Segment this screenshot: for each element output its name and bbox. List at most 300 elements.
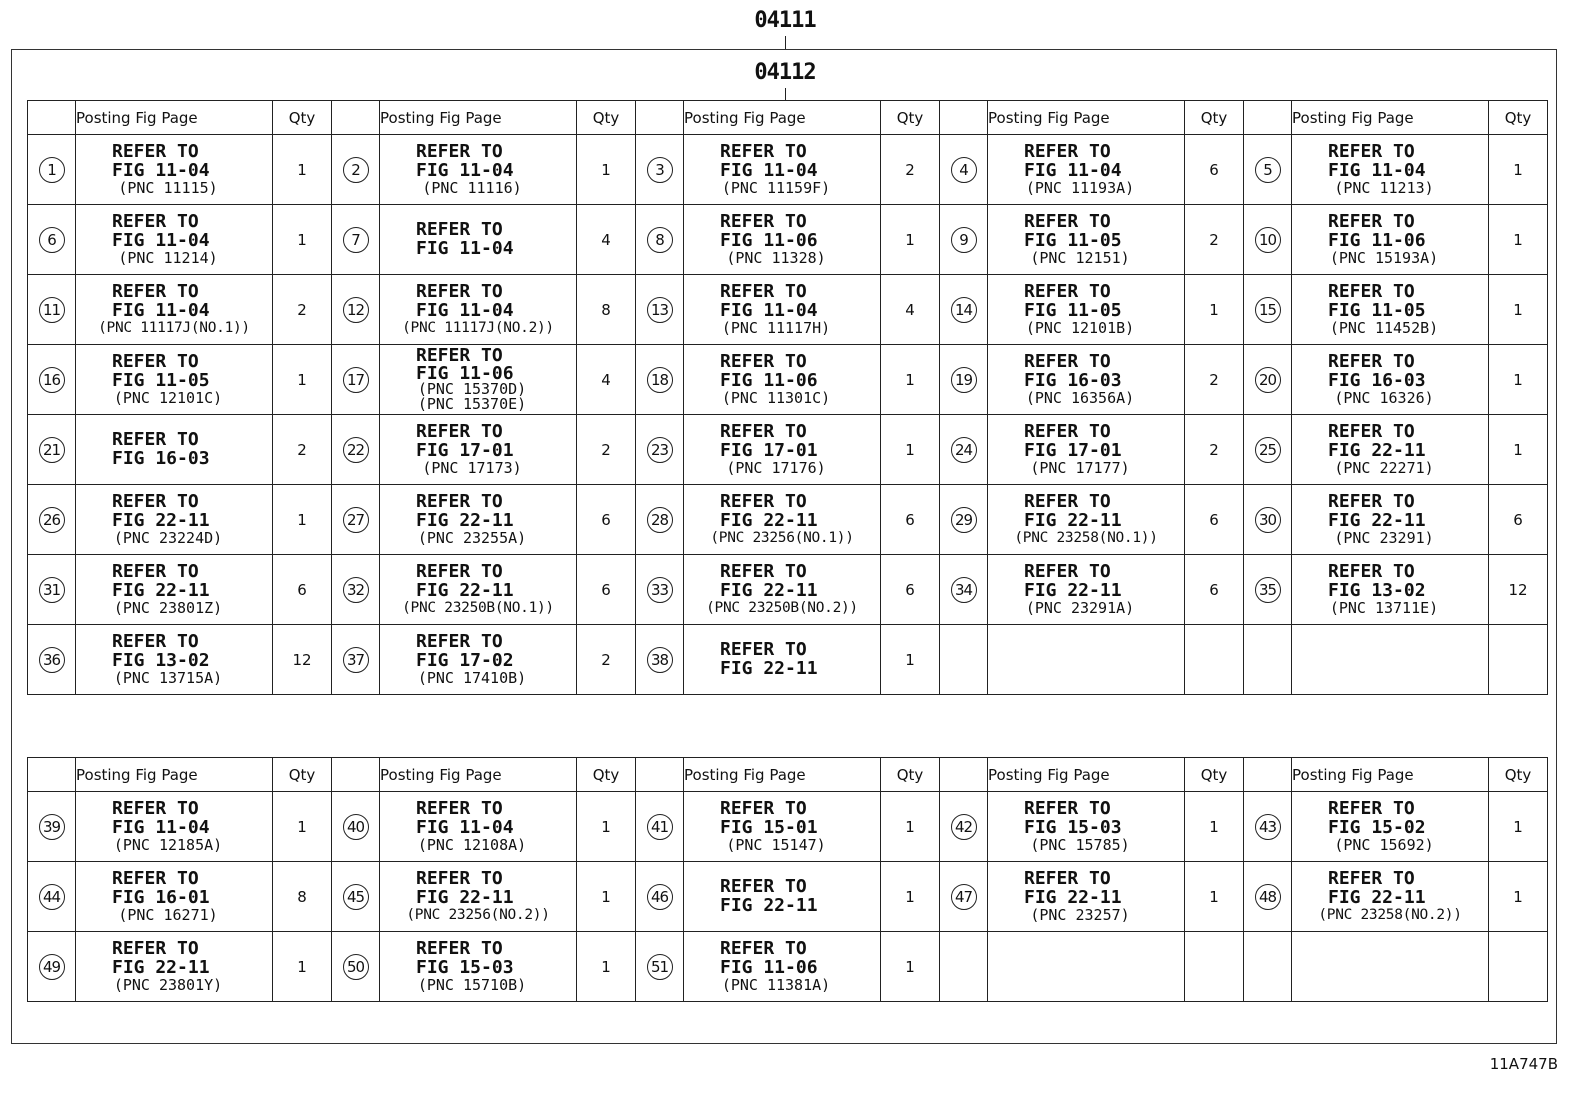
fig-page-line: FIG 22-11 bbox=[720, 894, 818, 916]
item-number-badge: 45 bbox=[343, 884, 369, 910]
qty-cell: 2 bbox=[273, 275, 332, 345]
fig-page-line: FIG 11-04 bbox=[416, 159, 514, 181]
item-number-badge: 2 bbox=[343, 157, 369, 183]
qty-cell: 2 bbox=[1185, 345, 1244, 415]
table-row bbox=[28, 555, 1548, 625]
fig-page-line: FIG 11-05 bbox=[112, 369, 210, 391]
refer-to-line: REFER TO bbox=[112, 797, 199, 819]
reference-text bbox=[76, 350, 272, 407]
fig-page-line: FIG 11-04 bbox=[416, 299, 514, 321]
posting-reference-cell bbox=[76, 792, 273, 862]
qty-header: Qty bbox=[881, 758, 940, 792]
item-number-badge: 26 bbox=[39, 507, 65, 533]
table-row bbox=[28, 625, 1548, 695]
item-number-cell bbox=[1244, 862, 1292, 932]
item-number-badge: 22 bbox=[343, 437, 369, 463]
qty-cell: 1 bbox=[577, 932, 636, 1002]
item-number-cell bbox=[332, 135, 380, 205]
qty-cell: 6 bbox=[577, 485, 636, 555]
qty-cell: 6 bbox=[1489, 485, 1548, 555]
posting-reference-cell bbox=[684, 345, 881, 415]
posting-fig-page-header: Posting Fig Page bbox=[988, 101, 1185, 135]
item-number-badge: 15 bbox=[1255, 297, 1281, 323]
posting-reference-cell bbox=[988, 485, 1185, 555]
item-number-header bbox=[332, 758, 380, 792]
fig-page-line: FIG 17-01 bbox=[720, 439, 818, 461]
posting-reference-cell bbox=[1292, 345, 1489, 415]
item-number-cell bbox=[28, 135, 76, 205]
item-number-badge: 7 bbox=[343, 227, 369, 253]
item-number-cell bbox=[332, 345, 380, 415]
posting-reference-cell bbox=[380, 135, 577, 205]
refer-to-line: REFER TO bbox=[1328, 560, 1415, 582]
refer-to-line: REFER TO bbox=[1024, 797, 1111, 819]
pnc-line: (PNC 23250B(NO.1)) bbox=[402, 599, 554, 616]
posting-reference-cell bbox=[684, 555, 881, 625]
reference-text bbox=[684, 350, 880, 407]
refer-to-line: REFER TO bbox=[720, 420, 807, 442]
posting-reference-cell bbox=[684, 275, 881, 345]
qty-header: Qty bbox=[577, 758, 636, 792]
item-number-badge: 25 bbox=[1255, 437, 1281, 463]
illustration-code: 11A747B bbox=[1489, 1055, 1558, 1073]
qty-cell: 1 bbox=[577, 862, 636, 932]
item-number-badge: 29 bbox=[951, 507, 977, 533]
reference-text bbox=[380, 870, 576, 923]
reference-text bbox=[988, 420, 1184, 477]
item-number-badge: 19 bbox=[951, 367, 977, 393]
qty-cell: 2 bbox=[577, 415, 636, 485]
posting-reference-cell bbox=[988, 625, 1185, 695]
item-number-header bbox=[1244, 758, 1292, 792]
reference-text bbox=[988, 280, 1184, 337]
fig-page-line: FIG 22-11 bbox=[112, 579, 210, 601]
refer-to-line: REFER TO bbox=[112, 140, 199, 162]
item-number-cell bbox=[28, 345, 76, 415]
refer-to-line: REFER TO bbox=[1328, 868, 1415, 889]
item-number-badge: 42 bbox=[951, 814, 977, 840]
qty-cell: 6 bbox=[273, 555, 332, 625]
item-number-cell bbox=[332, 862, 380, 932]
reference-text bbox=[380, 420, 576, 477]
pnc-line: (PNC 23257) bbox=[1030, 905, 1130, 924]
refer-to-line: REFER TO bbox=[1024, 420, 1111, 442]
refer-to-line: REFER TO bbox=[416, 218, 503, 240]
fig-page-line: FIG 11-04 bbox=[112, 816, 210, 838]
item-number-cell bbox=[940, 415, 988, 485]
posting-reference-cell bbox=[684, 205, 881, 275]
item-number-cell bbox=[636, 862, 684, 932]
item-number-cell bbox=[332, 555, 380, 625]
reference-text bbox=[380, 140, 576, 197]
pnc-line: (PNC 15710B) bbox=[417, 975, 527, 994]
item-number-badge: 1 bbox=[39, 157, 65, 183]
item-number-cell bbox=[1244, 555, 1292, 625]
table-row bbox=[28, 792, 1548, 862]
qty-cell: 6 bbox=[881, 485, 940, 555]
item-number-badge: 44 bbox=[39, 884, 65, 910]
item-number-cell bbox=[28, 205, 76, 275]
reference-text bbox=[76, 210, 272, 267]
reference-text bbox=[380, 630, 576, 687]
qty-cell: 2 bbox=[577, 625, 636, 695]
item-number-cell bbox=[940, 205, 988, 275]
posting-fig-page-header: Posting Fig Page bbox=[76, 101, 273, 135]
item-number-cell bbox=[940, 932, 988, 1002]
qty-cell: 1 bbox=[881, 862, 940, 932]
table-row bbox=[28, 205, 1548, 275]
pnc-line: (PNC 11301C) bbox=[721, 388, 831, 407]
reference-text bbox=[1292, 420, 1488, 477]
fig-page-line: FIG 17-01 bbox=[1024, 439, 1122, 461]
qty-cell: 1 bbox=[1185, 792, 1244, 862]
reference-text bbox=[76, 283, 272, 336]
fig-page-line: FIG 22-11 bbox=[1024, 509, 1122, 531]
item-number-badge: 18 bbox=[647, 367, 673, 393]
refer-to-line: REFER TO bbox=[416, 797, 503, 819]
qty-cell: 6 bbox=[1185, 135, 1244, 205]
posting-fig-page-header: Posting Fig Page bbox=[380, 758, 577, 792]
reference-text bbox=[380, 347, 576, 412]
item-number-cell bbox=[28, 275, 76, 345]
item-number-cell bbox=[1244, 415, 1292, 485]
qty-cell: 1 bbox=[273, 485, 332, 555]
qty-cell: 1 bbox=[881, 415, 940, 485]
posting-reference-cell bbox=[380, 275, 577, 345]
refer-to-line: REFER TO bbox=[1328, 350, 1415, 372]
fig-page-line: FIG 16-01 bbox=[112, 886, 210, 908]
fig-page-line: FIG 22-11 bbox=[416, 886, 514, 908]
pnc-line: (PNC 11117H) bbox=[721, 318, 831, 337]
item-number-badge: 33 bbox=[647, 577, 673, 603]
posting-reference-cell bbox=[988, 862, 1185, 932]
refer-to-line: REFER TO bbox=[416, 281, 503, 302]
item-number-badge: 48 bbox=[1255, 884, 1281, 910]
item-number-cell bbox=[636, 625, 684, 695]
qty-cell: 1 bbox=[881, 792, 940, 862]
item-number-cell bbox=[332, 792, 380, 862]
fig-page-line: FIG 22-11 bbox=[416, 509, 514, 531]
item-number-badge: 17 bbox=[343, 367, 369, 393]
table-header-row bbox=[28, 101, 1548, 135]
item-number-badge: 41 bbox=[647, 814, 673, 840]
reference-text bbox=[76, 560, 272, 617]
pnc-line: (PNC 15785) bbox=[1030, 835, 1130, 854]
fig-page-line: FIG 22-11 bbox=[1328, 886, 1426, 908]
reference-text bbox=[1292, 490, 1488, 547]
table-row bbox=[28, 415, 1548, 485]
item-number-cell bbox=[1244, 135, 1292, 205]
reference-text bbox=[684, 280, 880, 337]
posting-reference-cell bbox=[684, 485, 881, 555]
item-number-cell bbox=[940, 135, 988, 205]
refer-to-line: REFER TO bbox=[416, 561, 503, 582]
item-number-badge: 28 bbox=[647, 507, 673, 533]
posting-reference-cell bbox=[380, 205, 577, 275]
reference-text bbox=[988, 867, 1184, 924]
pnc-line: (PNC 11116) bbox=[422, 178, 522, 197]
qty-cell: 6 bbox=[577, 555, 636, 625]
posting-reference-cell bbox=[988, 415, 1185, 485]
item-number-badge: 40 bbox=[343, 814, 369, 840]
fig-page-line: FIG 22-11 bbox=[720, 657, 818, 679]
refer-to-line: REFER TO bbox=[720, 491, 807, 512]
item-number-cell bbox=[1244, 932, 1292, 1002]
item-number-header bbox=[332, 101, 380, 135]
refer-to-line: REFER TO bbox=[1024, 140, 1111, 162]
posting-reference-cell bbox=[76, 135, 273, 205]
qty-cell: 8 bbox=[273, 862, 332, 932]
posting-reference-cell bbox=[988, 205, 1185, 275]
item-number-cell bbox=[28, 625, 76, 695]
qty-cell: 1 bbox=[1185, 862, 1244, 932]
item-number-badge: 20 bbox=[1255, 367, 1281, 393]
posting-reference-cell bbox=[684, 415, 881, 485]
posting-reference-cell bbox=[76, 485, 273, 555]
qty-header: Qty bbox=[577, 101, 636, 135]
qty-cell: 1 bbox=[1489, 345, 1548, 415]
refer-to-line: REFER TO bbox=[416, 868, 503, 889]
pnc-line: (PNC 11117J(NO.1)) bbox=[98, 319, 250, 336]
posting-fig-page-header: Posting Fig Page bbox=[380, 101, 577, 135]
item-number-badge: 39 bbox=[39, 814, 65, 840]
refer-to-line: REFER TO bbox=[1024, 491, 1111, 512]
qty-cell bbox=[1489, 625, 1548, 695]
item-number-header bbox=[28, 758, 76, 792]
pnc-line: (PNC 23291) bbox=[1334, 528, 1434, 547]
item-number-cell bbox=[636, 205, 684, 275]
qty-cell: 1 bbox=[1489, 275, 1548, 345]
reference-text bbox=[76, 867, 272, 924]
pnc-line: (PNC 17177) bbox=[1030, 458, 1130, 477]
fig-page-line: FIG 11-06 bbox=[416, 362, 514, 384]
item-number-cell bbox=[332, 275, 380, 345]
assembly-leader-line bbox=[785, 36, 786, 49]
item-number-badge: 10 bbox=[1255, 227, 1281, 253]
fig-page-line: FIG 11-04 bbox=[416, 237, 514, 259]
qty-cell: 6 bbox=[881, 555, 940, 625]
qty-header: Qty bbox=[273, 758, 332, 792]
reference-text bbox=[76, 490, 272, 547]
fig-page-line: FIG 11-06 bbox=[1328, 229, 1426, 251]
qty-cell: 1 bbox=[881, 205, 940, 275]
item-number-cell bbox=[332, 932, 380, 1002]
pnc-line: (PNC 17173) bbox=[422, 458, 522, 477]
reference-text bbox=[684, 875, 880, 916]
item-number-cell bbox=[332, 485, 380, 555]
refer-to-line: REFER TO bbox=[1024, 350, 1111, 372]
posting-reference-cell bbox=[1292, 415, 1489, 485]
posting-reference-cell bbox=[988, 345, 1185, 415]
item-number-header bbox=[636, 101, 684, 135]
posting-fig-page-header: Posting Fig Page bbox=[988, 758, 1185, 792]
pnc-line: (PNC 23256(NO.2)) bbox=[406, 906, 550, 923]
qty-cell: 6 bbox=[1185, 555, 1244, 625]
refer-to-line: REFER TO bbox=[416, 345, 503, 367]
refer-to-line: REFER TO bbox=[112, 867, 199, 889]
refer-to-line: REFER TO bbox=[112, 490, 199, 512]
table-row bbox=[28, 862, 1548, 932]
reference-text bbox=[1292, 560, 1488, 617]
pnc-line-secondary: (PNC 15370E) bbox=[417, 395, 527, 414]
reference-text bbox=[380, 797, 576, 854]
item-number-badge: 35 bbox=[1255, 577, 1281, 603]
qty-cell: 2 bbox=[1185, 415, 1244, 485]
reference-text bbox=[684, 937, 880, 994]
pnc-line: (PNC 15692) bbox=[1334, 835, 1434, 854]
pnc-line: (PNC 16356A) bbox=[1025, 388, 1135, 407]
qty-cell: 1 bbox=[273, 205, 332, 275]
item-number-badge: 16 bbox=[39, 367, 65, 393]
posting-reference-cell bbox=[1292, 792, 1489, 862]
qty-cell: 12 bbox=[1489, 555, 1548, 625]
reference-text bbox=[684, 420, 880, 477]
refer-to-line: REFER TO bbox=[1024, 280, 1111, 302]
item-number-cell bbox=[940, 862, 988, 932]
refer-to-line: REFER TO bbox=[112, 428, 199, 450]
refer-to-line: REFER TO bbox=[720, 280, 807, 302]
posting-reference-cell bbox=[1292, 862, 1489, 932]
reference-text bbox=[988, 210, 1184, 267]
posting-fig-page-header: Posting Fig Page bbox=[76, 758, 273, 792]
qty-header: Qty bbox=[1489, 101, 1548, 135]
posting-reference-cell bbox=[1292, 135, 1489, 205]
posting-reference-cell bbox=[380, 485, 577, 555]
reference-text bbox=[1292, 140, 1488, 197]
posting-reference-cell bbox=[988, 792, 1185, 862]
qty-cell: 2 bbox=[881, 135, 940, 205]
item-number-cell bbox=[940, 275, 988, 345]
item-number-badge: 34 bbox=[951, 577, 977, 603]
item-number-cell bbox=[636, 135, 684, 205]
refer-to-line: REFER TO bbox=[112, 210, 199, 232]
refer-to-line: REFER TO bbox=[112, 350, 199, 372]
table-row bbox=[28, 275, 1548, 345]
item-number-badge: 46 bbox=[647, 884, 673, 910]
item-number-cell bbox=[28, 555, 76, 625]
posting-reference-cell bbox=[76, 205, 273, 275]
item-number-cell bbox=[636, 792, 684, 862]
qty-cell: 1 bbox=[273, 135, 332, 205]
fig-page-line: FIG 22-11 bbox=[112, 509, 210, 531]
reference-text bbox=[684, 140, 880, 197]
posting-reference-cell bbox=[988, 135, 1185, 205]
fig-page-line: FIG 11-06 bbox=[720, 369, 818, 391]
posting-reference-cell bbox=[76, 345, 273, 415]
posting-reference-cell bbox=[76, 862, 273, 932]
item-number-badge: 49 bbox=[39, 954, 65, 980]
pnc-line: (PNC 22271) bbox=[1334, 458, 1434, 477]
pnc-line: (PNC 12108A) bbox=[417, 835, 527, 854]
item-number-badge: 30 bbox=[1255, 507, 1281, 533]
item-number-cell bbox=[940, 625, 988, 695]
posting-reference-cell bbox=[76, 415, 273, 485]
posting-reference-cell bbox=[380, 792, 577, 862]
posting-reference-cell bbox=[1292, 625, 1489, 695]
reference-text bbox=[684, 797, 880, 854]
fig-page-line: FIG 16-03 bbox=[1024, 369, 1122, 391]
item-number-badge: 21 bbox=[39, 437, 65, 463]
fig-page-line: FIG 11-04 bbox=[112, 229, 210, 251]
refer-to-line: REFER TO bbox=[1328, 210, 1415, 232]
qty-cell: 4 bbox=[881, 275, 940, 345]
item-number-header bbox=[28, 101, 76, 135]
reference-text bbox=[988, 797, 1184, 854]
pnc-line: (PNC 13711E) bbox=[1329, 598, 1439, 617]
reference-text bbox=[684, 493, 880, 546]
refer-to-line: REFER TO bbox=[720, 937, 807, 959]
posting-reference-cell bbox=[380, 555, 577, 625]
item-number-badge: 27 bbox=[343, 507, 369, 533]
refer-to-line: REFER TO bbox=[1328, 420, 1415, 442]
item-number-cell bbox=[940, 345, 988, 415]
table-row bbox=[28, 135, 1548, 205]
qty-cell: 1 bbox=[273, 792, 332, 862]
fig-page-line: FIG 17-02 bbox=[416, 649, 514, 671]
reference-text bbox=[380, 218, 576, 259]
sub-assembly-leader-line bbox=[785, 88, 786, 100]
posting-reference-cell bbox=[76, 625, 273, 695]
item-number-badge: 14 bbox=[951, 297, 977, 323]
posting-reference-cell bbox=[684, 932, 881, 1002]
refer-to-line: REFER TO bbox=[1328, 280, 1415, 302]
pnc-line: (PNC 11452B) bbox=[1329, 318, 1439, 337]
posting-reference-cell bbox=[684, 135, 881, 205]
pnc-line: (PNC 11115) bbox=[118, 178, 218, 197]
item-number-cell bbox=[1244, 275, 1292, 345]
qty-cell: 1 bbox=[1489, 415, 1548, 485]
refer-to-line: REFER TO bbox=[1328, 797, 1415, 819]
fig-page-line: FIG 22-11 bbox=[1328, 509, 1426, 531]
fig-page-line: FIG 11-05 bbox=[1328, 299, 1426, 321]
reference-text bbox=[76, 428, 272, 469]
posting-reference-cell bbox=[380, 415, 577, 485]
reference-text bbox=[684, 563, 880, 616]
qty-cell: 6 bbox=[1185, 485, 1244, 555]
pnc-line: (PNC 13715A) bbox=[113, 668, 223, 687]
pnc-line: (PNC 23801Y) bbox=[113, 975, 223, 994]
item-number-badge: 47 bbox=[951, 884, 977, 910]
qty-cell: 4 bbox=[577, 205, 636, 275]
item-number-header bbox=[1244, 101, 1292, 135]
refer-to-line: REFER TO bbox=[720, 140, 807, 162]
pnc-line: (PNC 17410B) bbox=[417, 668, 527, 687]
item-number-badge: 12 bbox=[343, 297, 369, 323]
fig-page-line: FIG 22-11 bbox=[112, 956, 210, 978]
item-number-cell bbox=[636, 275, 684, 345]
fig-page-line: FIG 15-02 bbox=[1328, 816, 1426, 838]
fig-page-line: FIG 17-01 bbox=[416, 439, 514, 461]
qty-cell: 12 bbox=[273, 625, 332, 695]
refer-to-line: REFER TO bbox=[720, 797, 807, 819]
item-number-cell bbox=[332, 625, 380, 695]
item-number-badge: 37 bbox=[343, 647, 369, 673]
item-number-cell bbox=[28, 415, 76, 485]
fig-page-line: FIG 11-06 bbox=[720, 229, 818, 251]
item-number-cell bbox=[332, 205, 380, 275]
posting-reference-cell bbox=[988, 555, 1185, 625]
item-number-cell bbox=[28, 485, 76, 555]
item-number-cell bbox=[636, 555, 684, 625]
table-row bbox=[28, 932, 1548, 1002]
pnc-line: (PNC 23250B(NO.2)) bbox=[706, 599, 858, 616]
reference-text bbox=[76, 630, 272, 687]
item-number-header bbox=[636, 758, 684, 792]
refer-to-line: REFER TO bbox=[720, 875, 807, 897]
pnc-line: (PNC 15193A) bbox=[1329, 248, 1439, 267]
posting-reference-cell bbox=[76, 275, 273, 345]
item-number-cell bbox=[940, 485, 988, 555]
